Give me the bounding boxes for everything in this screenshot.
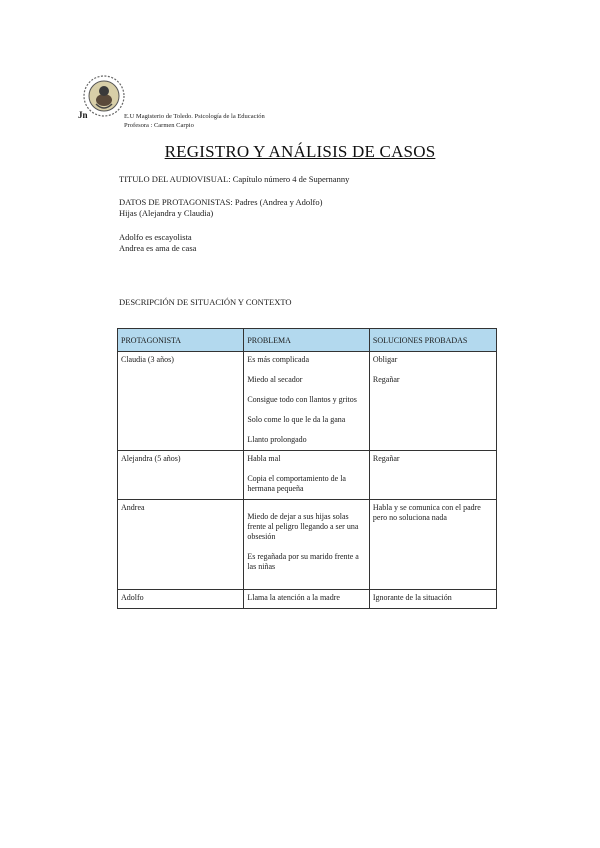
header-problema: PROBLEMA <box>244 329 370 352</box>
problem-entry: Habla mal <box>247 454 281 463</box>
solution-entry: Ignorante de la situación <box>372 593 452 602</box>
cases-table <box>117 328 497 609</box>
problem-cell <box>244 451 370 500</box>
header-soluciones: SOLUCIONES PROBADAS <box>369 329 496 352</box>
problem-entry: Es regañada por su marido frente a las niñas <box>247 552 359 571</box>
solution-cell <box>369 352 496 451</box>
audiovisual-title-line: TITULO DEL AUDIOVISUAL: Capítulo número 4 de Supernanny <box>119 174 350 184</box>
institution-block <box>124 112 265 130</box>
header-protagonista: PROTAGONISTA <box>118 329 244 352</box>
institution-name: E.U Magisterio de Toledo. Psicología de la Educación <box>124 113 265 120</box>
table-row <box>118 500 497 590</box>
problem-entry: Miedo de dejar a sus hijas solas frente al peligro llegando a ser una obsesión <box>247 512 359 541</box>
andrea-note: Andrea es ama de casa <box>119 243 197 253</box>
problem-entry: Solo come lo que le da la gana <box>247 415 346 424</box>
header-mark: Jn <box>78 110 88 120</box>
protagonist-cell: Adolfo <box>118 590 244 609</box>
protagonist-cell: Andrea <box>118 500 244 590</box>
solution-cell <box>369 590 496 609</box>
protagonists-line: DATOS DE PROTAGONISTAS: Padres (Andrea y Adolfo) <box>119 197 323 207</box>
solution-entry: Regañar <box>372 454 400 463</box>
teacher-name: Profesora : Carmen Carpio <box>124 122 194 129</box>
solution-cell <box>369 451 496 500</box>
table-row <box>118 590 497 609</box>
problem-cell <box>244 590 370 609</box>
table-row <box>118 451 497 500</box>
problem-entry: Copia el comportamiento de la hermana pequeña <box>247 474 346 493</box>
solution-entry: Habla y se comunica con el padre pero no soluciona nada <box>372 503 481 522</box>
table-header-row <box>118 329 497 352</box>
adolfo-note: Adolfo es escayolista <box>119 232 192 242</box>
problem-entry: Consigue todo con llantos y gritos <box>247 395 357 404</box>
problem-entry: Llanto prolongado <box>247 435 307 444</box>
daughters-line: Hijas (Alejandra y Claudia) <box>119 208 214 218</box>
table-row <box>118 352 497 451</box>
problem-cell <box>244 352 370 451</box>
problem-entry: Llama la atención a la madre <box>247 593 340 602</box>
protagonist-cell: Claudia (3 años) <box>118 352 244 451</box>
section-heading: DESCRIPCIÓN DE SITUACIÓN Y CONTEXTO <box>119 297 292 307</box>
protagonist-cell: Alejandra (5 años) <box>118 451 244 500</box>
document-title: REGISTRO Y ANÁLISIS DE CASOS <box>164 142 436 161</box>
solution-entry: Obligar <box>372 355 398 364</box>
problem-entry: Miedo al secador <box>247 375 303 384</box>
solution-cell <box>369 500 496 590</box>
problem-entry: Es más complicada <box>247 355 310 364</box>
solution-entry: Regañar <box>372 375 400 384</box>
university-seal-icon <box>82 74 126 118</box>
problem-cell <box>244 500 370 590</box>
